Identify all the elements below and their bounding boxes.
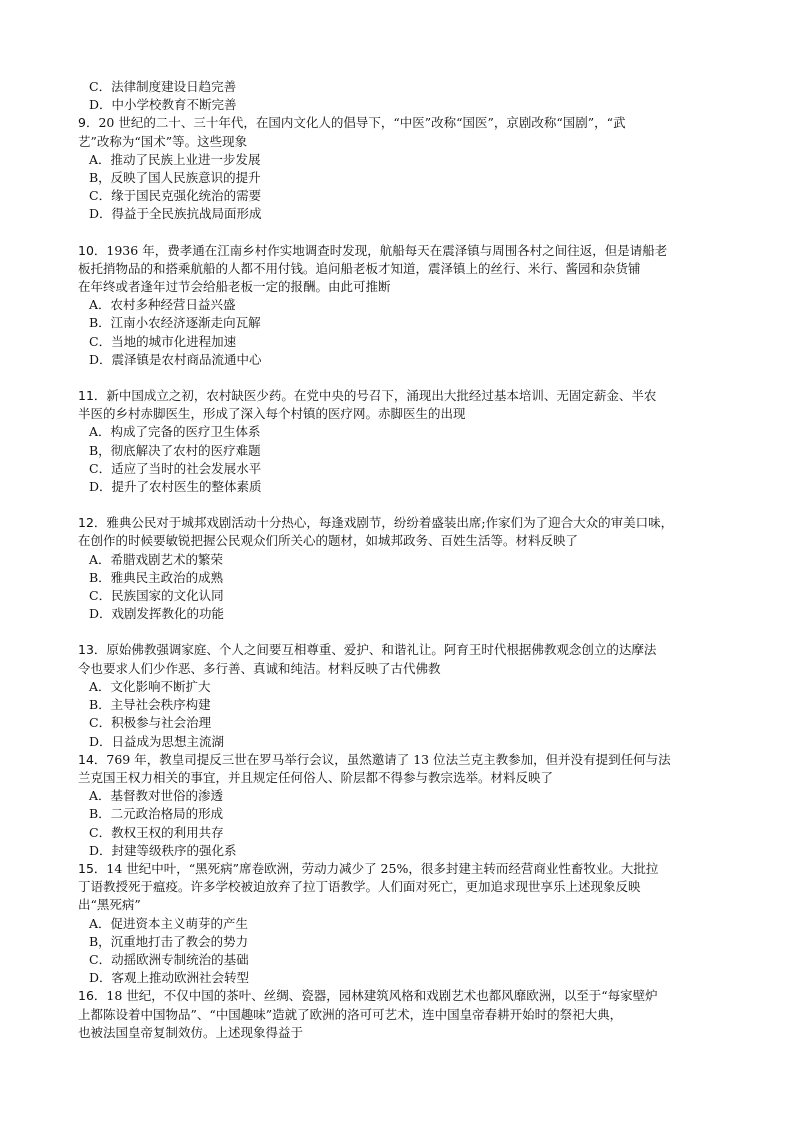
question-stem-line <box>78 1006 718 1024</box>
question-stem-text: 在创作的时候要敏锐把握公民观众们所关心的题材，如城邦政务、百姓生活等。材料反映了 <box>78 533 579 549</box>
answer-option: B，彻底解决了农村的医疗难题 <box>89 442 261 458</box>
question-11 <box>78 387 718 514</box>
question-stem-line <box>78 260 718 278</box>
answer-option: B，反映了国人民族意识的提升 <box>89 170 261 186</box>
answer-option: D．封建等级秩序的强化系 <box>89 842 237 858</box>
answer-option: B．主导社会秩序构建 <box>89 697 211 713</box>
answer-option: C．缘于国民克强化统治的需要 <box>89 188 262 204</box>
question-stem-text: 雅典公民对于城邦戏剧活动十分热心，每逢戏剧节，纷纷着盛装出席;作家们为了迎合大众的审美口味， <box>106 515 674 531</box>
question-16 <box>78 987 718 1042</box>
answer-option: A．促进资本主义萌芽的产生 <box>89 915 249 931</box>
exam-page <box>78 78 718 1042</box>
answer-option: A．农村多种经营日益兴盛 <box>89 297 236 313</box>
question-stem-line <box>78 1024 718 1042</box>
answer-option: D．震泽镇是农村商品流通中心 <box>89 351 262 367</box>
option-d: D．中小学校教育不断完善 <box>89 97 237 113</box>
question-stem-line <box>78 660 718 678</box>
question-number: 16． <box>78 988 107 1004</box>
question-12 <box>78 514 718 641</box>
answer-option: C．教权王权的利用共存 <box>89 824 224 840</box>
question-stem-first-line <box>78 114 718 132</box>
question-stem-text: 在年终或者逢年过节会给船老板一定的报酬。由此可推断 <box>78 279 391 295</box>
question-number: 11． <box>78 388 107 404</box>
answer-option: C．动摇欧洲专制统治的基础 <box>89 951 249 967</box>
question-stem-text: 上都陈设着中国物品”、“中国趣味”造就了欧洲的洛可可艺术，连中国皇帝春耕开始时的祭祀大典， <box>78 1006 623 1022</box>
question-number: 9． <box>78 115 99 131</box>
question-9 <box>78 114 718 241</box>
question-stem-text: 1936 年，费孝通在江南乡村作实地调查时发现，航船每天在震泽镇与周围各村之间往返，但是请船老 <box>106 242 668 258</box>
answer-option: D．提升了农村医生的整体素质 <box>89 479 262 495</box>
question-stem-first-line <box>78 387 718 405</box>
question-number: 13． <box>78 642 107 658</box>
answer-option: D．戏剧发挥教化的功能 <box>89 606 225 622</box>
answer-option: C．积极参与社会治理 <box>89 715 212 731</box>
answer-option: C．民族国家的文化认同 <box>89 588 224 604</box>
question-spacer <box>78 224 718 242</box>
answer-option: B．江南小农经济逐渐走向瓦解 <box>89 315 261 331</box>
question-stem-line <box>78 896 718 914</box>
question-list <box>78 114 718 1042</box>
answer-option: D．日益成为思想主流湖 <box>89 733 225 749</box>
answer-option: D．客观上推动欧洲社会转型 <box>89 970 250 986</box>
question-stem-text: 令也要求人们少作恶、多行善、真诚和纯洁。材料反映了古代佛教 <box>78 660 441 676</box>
answer-option: B．雅典民主政治的成熟 <box>89 569 224 585</box>
answer-option: A．文化影响不断扩大 <box>89 678 211 694</box>
question-stem-text: 769 年，教皇司提反三世在罗马举行会议，虽然邀请了 13 位法兰克主教参加，但并没有提到任何与法 <box>106 751 671 767</box>
question-spacer <box>78 496 718 514</box>
question-stem-first-line <box>78 514 718 532</box>
question-number: 12． <box>78 515 107 531</box>
question-stem-line <box>78 405 718 423</box>
question-stem-text: 20 世纪的二十、三十年代，在国内文化人的倡导下，“中医”改称“国医”，京剧改称“国剧”，“武 <box>98 115 626 131</box>
question-stem-text: 新中国成立之初，农村缺医少药。在党中央的号召下，涌现出大批经过基本培训、无固定薪金、半农 <box>106 388 657 404</box>
answer-option: B．二元政治格局的形成 <box>89 806 224 822</box>
answer-option: A．构成了完备的医疗卫生体系 <box>89 424 261 440</box>
question-number: 14． <box>78 751 107 767</box>
question-stem-text: 出“黑死病” <box>78 897 141 913</box>
question-spacer <box>78 369 718 387</box>
question-stem-line <box>78 769 718 787</box>
question-stem-text: 也被法国皇帝复制效仿。上述现象得益于 <box>78 1024 304 1040</box>
question-stem-text: 14 世纪中叶，“黑死病”席卷欧洲，劳动力减少了 25%，很多封建主转而经营商业性畜牧业。大批拉 <box>106 860 659 876</box>
question-stem-first-line <box>78 751 718 769</box>
question-stem-text: 丁语教授死于瘟疫。许多学校被迫放弃了拉丁语教学。人们面对死亡，更加追求现世享乐上述现象反映 <box>78 879 641 895</box>
carry-over-options <box>78 78 718 114</box>
answer-option: A．基督教对世俗的渗透 <box>89 788 224 804</box>
question-stem-first-line <box>78 987 718 1005</box>
answer-option: C．当地的城市化进程加速 <box>89 333 237 349</box>
question-stem-text: 板托捎物品的和搭乘航船的人都不用付钱。追问船老板才知道，震泽镇上的丝行、米行、酱园和杂货铺 <box>78 260 641 276</box>
question-stem-first-line <box>78 860 718 878</box>
question-stem-text: 原始佛教强调家庭、个人之间要互相尊重、爱护、和谐礼让。阿育王时代根据佛教观念创立的达摩法 <box>106 642 657 658</box>
question-13 <box>78 641 718 750</box>
question-stem-text: 18 世纪，不仅中国的茶叶、丝绸、瓷器，园林建筑风格和戏剧艺术也都风靡欧洲，以至于“每家壁炉 <box>106 988 658 1004</box>
question-stem-text: 艺”改称为“国术”等。这些现象 <box>78 133 248 149</box>
question-14 <box>78 751 718 860</box>
answer-option: D．得益于全民族抗战局面形成 <box>89 206 262 222</box>
question-stem-line <box>78 278 718 296</box>
answer-option: C．适应了当时的社会发展水平 <box>89 460 262 476</box>
question-15 <box>78 860 718 987</box>
answer-option: B，沉重地打击了教会的势力 <box>89 933 249 949</box>
question-10 <box>78 242 718 387</box>
question-spacer <box>78 623 718 641</box>
answer-option: A．希腊戏剧艺术的繁荣 <box>89 551 224 567</box>
question-stem-line <box>78 133 718 151</box>
question-stem-first-line <box>78 641 718 659</box>
answer-option: A．推动了民族上业进一步发展 <box>89 151 261 167</box>
question-stem-first-line <box>78 242 718 260</box>
question-stem-line <box>78 532 718 550</box>
option-c: C．法律制度建设日趋完善 <box>89 79 237 94</box>
question-stem-line <box>78 878 718 896</box>
question-stem-text: 兰克国王权力相关的事宜，并且规定任何俗人、阶层都不得参与教宗选举。材料反映了 <box>78 769 554 785</box>
question-number: 10． <box>78 242 107 258</box>
question-stem-text: 半医的乡村赤脚医生，形成了深入每个村镇的医疗网。赤脚医生的出现 <box>78 406 466 422</box>
question-number: 15． <box>78 860 107 876</box>
